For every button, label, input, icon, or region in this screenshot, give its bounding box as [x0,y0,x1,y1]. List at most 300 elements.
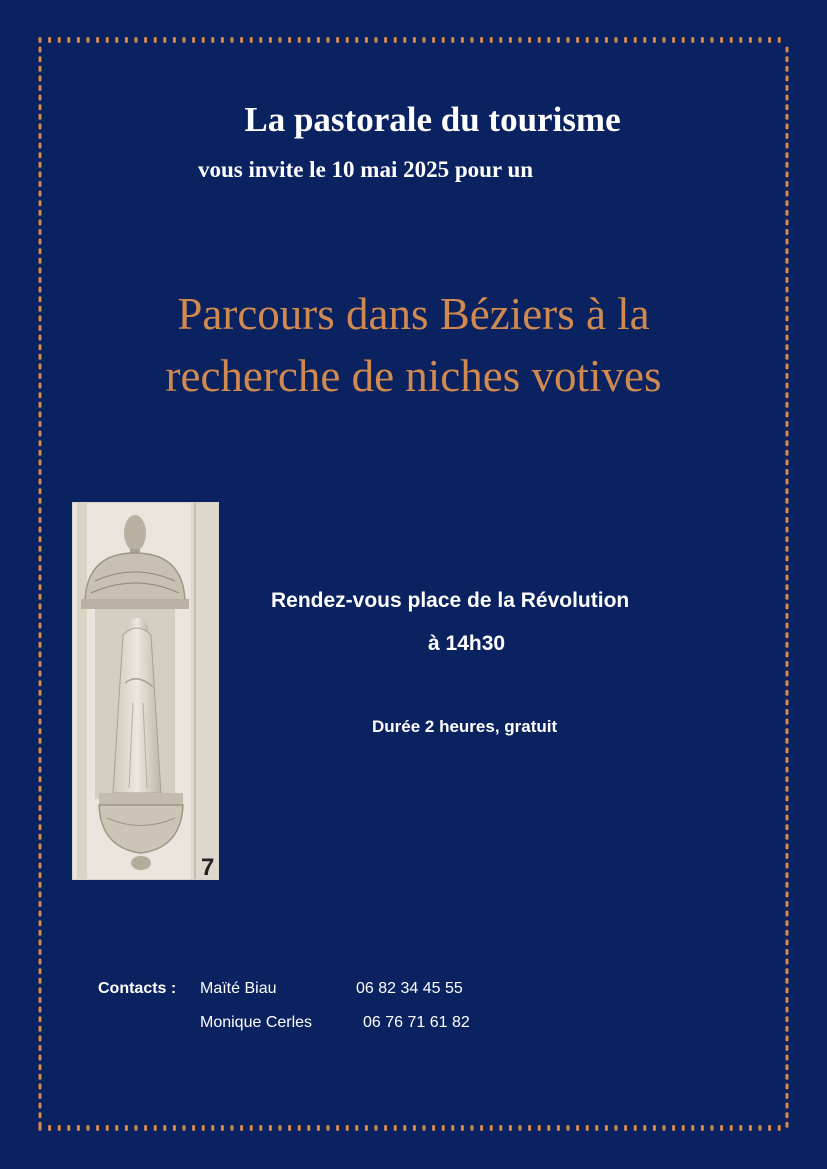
border-dot [77,1125,80,1131]
border-dot [786,786,789,792]
border-dot [39,162,42,168]
border-dot [87,1125,90,1131]
border-dot [786,459,789,465]
border-dot [786,536,789,542]
border-dot [567,1125,570,1131]
border-dot [432,1125,435,1131]
border-dot [39,632,42,638]
border-dot [202,37,205,43]
border-dot [39,383,42,389]
border-dot [327,1125,330,1131]
contacts-label: Contacts : [98,980,177,997]
border-dot [39,1016,42,1022]
border-dot [786,306,789,312]
border-dot [586,1125,589,1131]
border-dot [403,37,406,43]
border-dot [39,421,42,427]
border-dot [786,1112,789,1118]
border-dot [39,911,42,917]
border-dot [77,37,80,43]
border-dot [786,488,789,494]
border-dot [39,824,42,830]
border-dot [786,277,789,283]
border-dot [125,1125,128,1131]
border-dot [39,1026,42,1032]
border-dot [39,978,42,984]
border-dot [403,1125,406,1131]
border-dot [423,1125,426,1131]
border-dot [786,920,789,926]
border-dot [786,1026,789,1032]
border-dot [39,575,42,581]
border-dot [39,997,42,1003]
border-dot [509,37,512,43]
border-dot [39,738,42,744]
border-dot [786,843,789,849]
border-dot [786,1122,789,1128]
border-dot [786,795,789,801]
border-dot [39,373,42,379]
border-dot [786,66,789,72]
border-dot [786,728,789,734]
border-dot [786,191,789,197]
border-dot [39,872,42,878]
border-dot [144,37,147,43]
border-dot [471,1125,474,1131]
border-dot [39,191,42,197]
border-dot [39,1074,42,1080]
border-dot [701,1125,704,1131]
border-dot [355,37,358,43]
border-dot [39,805,42,811]
border-dot [490,1125,493,1131]
border-dot [39,959,42,965]
border-dot [786,930,789,936]
border-dot [749,37,752,43]
border-dot [39,1045,42,1051]
border-dot [786,200,789,206]
border-dot [39,258,42,264]
border-dot [39,1112,42,1118]
border-dot [279,1125,282,1131]
border-dot [786,440,789,446]
border-dot [39,296,42,302]
border-dot [39,267,42,273]
border-dot [615,1125,618,1131]
border-dot [173,1125,176,1131]
border-dot [749,1125,752,1131]
border-dot [786,1064,789,1070]
border-dot [786,911,789,917]
border-dot [528,1125,531,1131]
contact-name: Maïté Biau [200,980,277,997]
border-dot [39,776,42,782]
border-dot [39,315,42,321]
border-dot [786,1007,789,1013]
border-dot [39,181,42,187]
border-dot [786,603,789,609]
border-dot [67,1125,70,1131]
border-dot [39,1007,42,1013]
border-dot [768,37,771,43]
border-dot [259,1125,262,1131]
border-dot [786,431,789,437]
border-dot [365,1125,368,1131]
border-dot [759,1125,762,1131]
border-dot [786,152,789,158]
border-dot [288,37,291,43]
border-dot [39,642,42,648]
border-dot [39,325,42,331]
border-dot [39,507,42,513]
border-dot [663,37,666,43]
border-dot [442,37,445,43]
border-dot [375,1125,378,1131]
border-dot [786,219,789,225]
border-dot [720,1125,723,1131]
border-dot [307,1125,310,1131]
border-dot [786,344,789,350]
border-dot [39,306,42,312]
border-dot [384,37,387,43]
border-dot [394,37,397,43]
border-dot [39,287,42,293]
border-dot [682,1125,685,1131]
border-dot [643,1125,646,1131]
border-dot [39,891,42,897]
border-dot [509,1125,512,1131]
border-dot [786,469,789,475]
border-dot [115,37,118,43]
border-dot [634,37,637,43]
border-dot [786,383,789,389]
border-dot [317,37,320,43]
border-dot [786,594,789,600]
border-dot [786,671,789,677]
border-dot [39,1035,42,1041]
border-dot [442,1125,445,1131]
border-dot [58,37,61,43]
border-dot [711,37,714,43]
border-dot [730,37,733,43]
border-dot [39,459,42,465]
border-dot [269,37,272,43]
border-dot [39,584,42,590]
border-dot [786,363,789,369]
border-dot [547,1125,550,1131]
border-dot [786,565,789,571]
border-dot [154,37,157,43]
border-dot [106,1125,109,1131]
border-dot [605,1125,608,1131]
border-dot [499,1125,502,1131]
event-headline-line1: Parcours dans Béziers à la [177,289,650,339]
meeting-time: à 14h30 [428,632,506,655]
border-dot [298,1125,301,1131]
border-dot [461,37,464,43]
border-dot [786,776,789,782]
border-dot [480,1125,483,1131]
border-dot [211,1125,214,1131]
border-dot [786,239,789,245]
border-dot [786,968,789,974]
border-dot [39,402,42,408]
svg-text:7: 7 [201,854,215,879]
border-dot [576,1125,579,1131]
border-dot [39,335,42,341]
border-dot [786,767,789,773]
border-dot [39,450,42,456]
border-dot [786,296,789,302]
border-dot [39,248,42,254]
border-dot [786,623,789,629]
border-dot [87,37,90,43]
border-dot [39,786,42,792]
border-dot [786,757,789,763]
border-dot [39,1064,42,1070]
border-dot [39,392,42,398]
border-dot [499,37,502,43]
border-dot [125,37,128,43]
border-dot [39,613,42,619]
border-dot [39,277,42,283]
border-dot [39,363,42,369]
border-dot [39,488,42,494]
border-dot [39,690,42,696]
border-dot [634,1125,637,1131]
border-dot [39,344,42,350]
border-dot [375,37,378,43]
border-dot [39,1103,42,1109]
border-dot [39,229,42,235]
border-dot [163,1125,166,1131]
border-dot [39,37,42,43]
border-dot [786,738,789,744]
border-dot [346,1125,349,1131]
border-dot [231,37,234,43]
border-dot [211,37,214,43]
border-dot [259,37,262,43]
border-dot [279,37,282,43]
border-dot [739,1125,742,1131]
border-dot [39,882,42,888]
border-dot [786,258,789,264]
border-dot [346,37,349,43]
border-dot [183,37,186,43]
border-dot [115,1125,118,1131]
border-dot [96,37,99,43]
border-dot [786,978,789,984]
border-dot [768,1125,771,1131]
border-dot [39,440,42,446]
border-dot [39,152,42,158]
border-dot [39,565,42,571]
border-dot [394,1125,397,1131]
border-dot [786,287,789,293]
border-dot [39,987,42,993]
border-dot [538,1125,541,1131]
border-dot [786,1074,789,1080]
border-dot [39,815,42,821]
border-dot [786,248,789,254]
border-dot [786,555,789,561]
border-dot [432,37,435,43]
border-dot [538,37,541,43]
border-dot [576,37,579,43]
invitation-subtitle: vous invite le 10 mai 2025 pour un [198,157,534,182]
border-dot [39,75,42,81]
border-dot [786,210,789,216]
border-dot [221,1125,224,1131]
border-dot [786,1093,789,1099]
border-dot [39,546,42,552]
border-dot [786,1016,789,1022]
border-dot [615,37,618,43]
border-dot [778,1125,781,1131]
border-dot [39,949,42,955]
border-dot [786,642,789,648]
border-dot [423,37,426,43]
border-dot [786,891,789,897]
border-dot [643,37,646,43]
border-dot [786,987,789,993]
border-dot [48,37,51,43]
border-dot [39,1093,42,1099]
border-dot [786,546,789,552]
meeting-place: Rendez-vous place de la Révolution [271,589,630,612]
border-dot [39,680,42,686]
border-dot [786,1083,789,1089]
border-dot [39,709,42,715]
border-dot [557,1125,560,1131]
border-dot [786,882,789,888]
border-dot [39,555,42,561]
border-dot [653,37,656,43]
border-dot [39,728,42,734]
border-dot [202,1125,205,1131]
border-dot [786,575,789,581]
border-dot [786,584,789,590]
border-dot [39,795,42,801]
border-dot [39,47,42,53]
border-dot [786,1103,789,1109]
border-dot [451,1125,454,1131]
border-dot [183,1125,186,1131]
border-dot [786,719,789,725]
border-dot [96,1125,99,1131]
border-dot [786,162,789,168]
border-dot [135,1125,138,1131]
border-dot [720,37,723,43]
page-title: La pastorale du tourisme [244,100,621,139]
border-dot [39,1055,42,1061]
border-dot [39,66,42,72]
border-dot [355,1125,358,1131]
border-dot [519,1125,522,1131]
border-dot [786,815,789,821]
statue-photo [72,502,219,880]
border-dot [786,181,789,187]
border-dot [39,843,42,849]
border-dot [786,402,789,408]
border-dot [786,315,789,321]
border-dot [39,719,42,725]
border-dot [786,421,789,427]
border-dot [701,37,704,43]
border-dot [413,1125,416,1131]
border-dot [39,930,42,936]
border-dot [786,959,789,965]
border-dot [786,747,789,753]
border-dot [730,1125,733,1131]
border-dot [39,603,42,609]
border-dot [288,1125,291,1131]
border-dot [519,37,522,43]
border-dot [786,392,789,398]
border-dot [240,1125,243,1131]
border-dot [786,1035,789,1041]
border-dot [154,1125,157,1131]
border-dot [39,834,42,840]
border-dot [327,37,330,43]
border-dot [384,1125,387,1131]
border-dot [691,37,694,43]
border-dot [39,354,42,360]
border-dot [250,1125,253,1131]
border-dot [39,239,42,245]
border-dot [786,335,789,341]
border-dot [307,37,310,43]
border-dot [39,651,42,657]
border-dot [39,431,42,437]
border-dot [221,37,224,43]
border-dot [786,1055,789,1061]
border-dot [528,37,531,43]
border-dot [557,37,560,43]
border-dot [786,75,789,81]
border-dot [786,824,789,830]
border-dot [786,613,789,619]
border-dot [67,37,70,43]
border-dot [336,37,339,43]
border-dot [39,939,42,945]
border-dot [786,507,789,513]
border-dot [39,699,42,705]
border-dot [173,37,176,43]
border-dot [39,498,42,504]
border-dot [413,37,416,43]
border-dot [786,872,789,878]
border-dot [39,863,42,869]
border-dot [192,1125,195,1131]
border-dot [739,37,742,43]
border-dot [567,37,570,43]
border-dot [786,56,789,62]
border-dot [786,863,789,869]
border-dot [192,37,195,43]
event-headline-line2: recherche de niches votives [165,351,662,401]
border-dot [39,536,42,542]
border-dot [58,1125,61,1131]
border-dot [48,1125,51,1131]
statue-niche-icon [73,503,218,879]
border-dot [336,1125,339,1131]
border-dot [786,709,789,715]
border-dot [586,37,589,43]
border-dot [786,699,789,705]
border-dot [786,354,789,360]
border-dot [231,1125,234,1131]
